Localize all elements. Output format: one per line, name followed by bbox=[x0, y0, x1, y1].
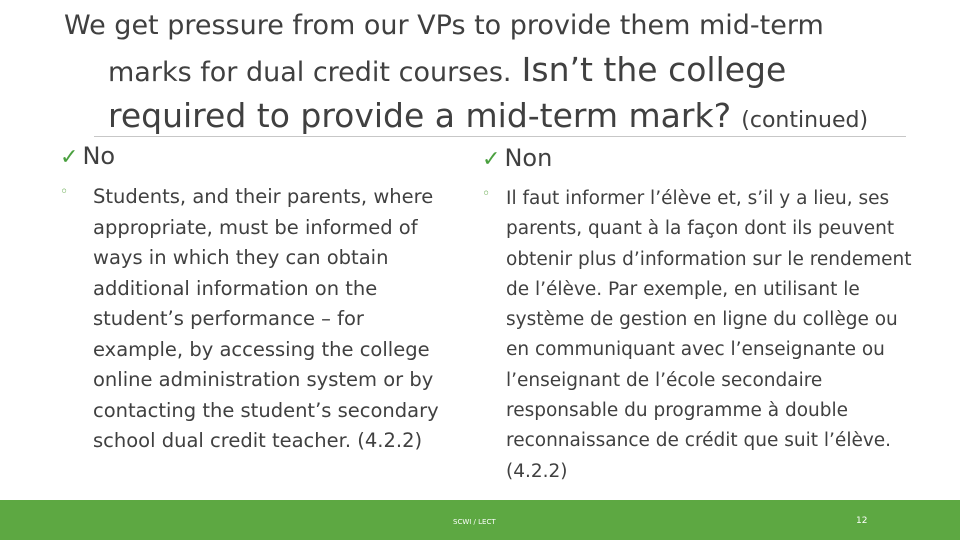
english-heading-text: No bbox=[82, 142, 116, 170]
checkmark-icon: ✓ bbox=[482, 147, 501, 172]
title-continued: (continued) bbox=[741, 108, 869, 133]
french-body-text: Il faut informer l’élève et, s’il y a lieu, ses parents, quant à la façon dont ils peuvent obtenir plus d’information sur le rendement de l’élève. Par exemple, en utilisant le système de gestion en ligne du collège ou en communiquant avec l’enseignante ou l’enseignant de l’école secondaire responsable du programme à double reconnaissance de crédit que suit l’élève.(4.2.2) bbox=[506, 188, 912, 482]
title-divider bbox=[94, 136, 906, 137]
french-heading bbox=[482, 144, 912, 172]
ring-bullet-icon: ◦ bbox=[482, 186, 491, 202]
title-line-2-part-b: Isn’t the college bbox=[521, 50, 787, 89]
title-line-3-part-a: required to provide a mid-term mark? bbox=[108, 96, 732, 135]
english-column bbox=[60, 142, 460, 457]
title-line-3 bbox=[108, 96, 868, 135]
ring-bullet-icon: ◦ bbox=[60, 184, 69, 200]
page-number: 12 bbox=[856, 516, 868, 526]
title-line-1: We get pressure from our VPs to provide them mid-term bbox=[64, 10, 824, 41]
french-bullet-item bbox=[482, 184, 912, 487]
footer-text: SCWI / LECT bbox=[453, 518, 496, 526]
french-heading-text: Non bbox=[504, 144, 553, 172]
checkmark-icon: ✓ bbox=[60, 145, 79, 170]
english-heading bbox=[60, 142, 460, 170]
french-column bbox=[482, 144, 912, 487]
english-body-text: Students, and their parents, where appropriate, must be informed of ways in which they can obtain additional information on the student’s performance – for example, by accessing the college online administration system or by contacting the student’s secondary school dual credit teacher. (4.2.2) bbox=[93, 185, 439, 452]
english-bullet-item bbox=[60, 182, 460, 457]
title-line-2-part-a: marks for dual credit courses. bbox=[108, 57, 512, 88]
title-line-2 bbox=[108, 50, 786, 89]
